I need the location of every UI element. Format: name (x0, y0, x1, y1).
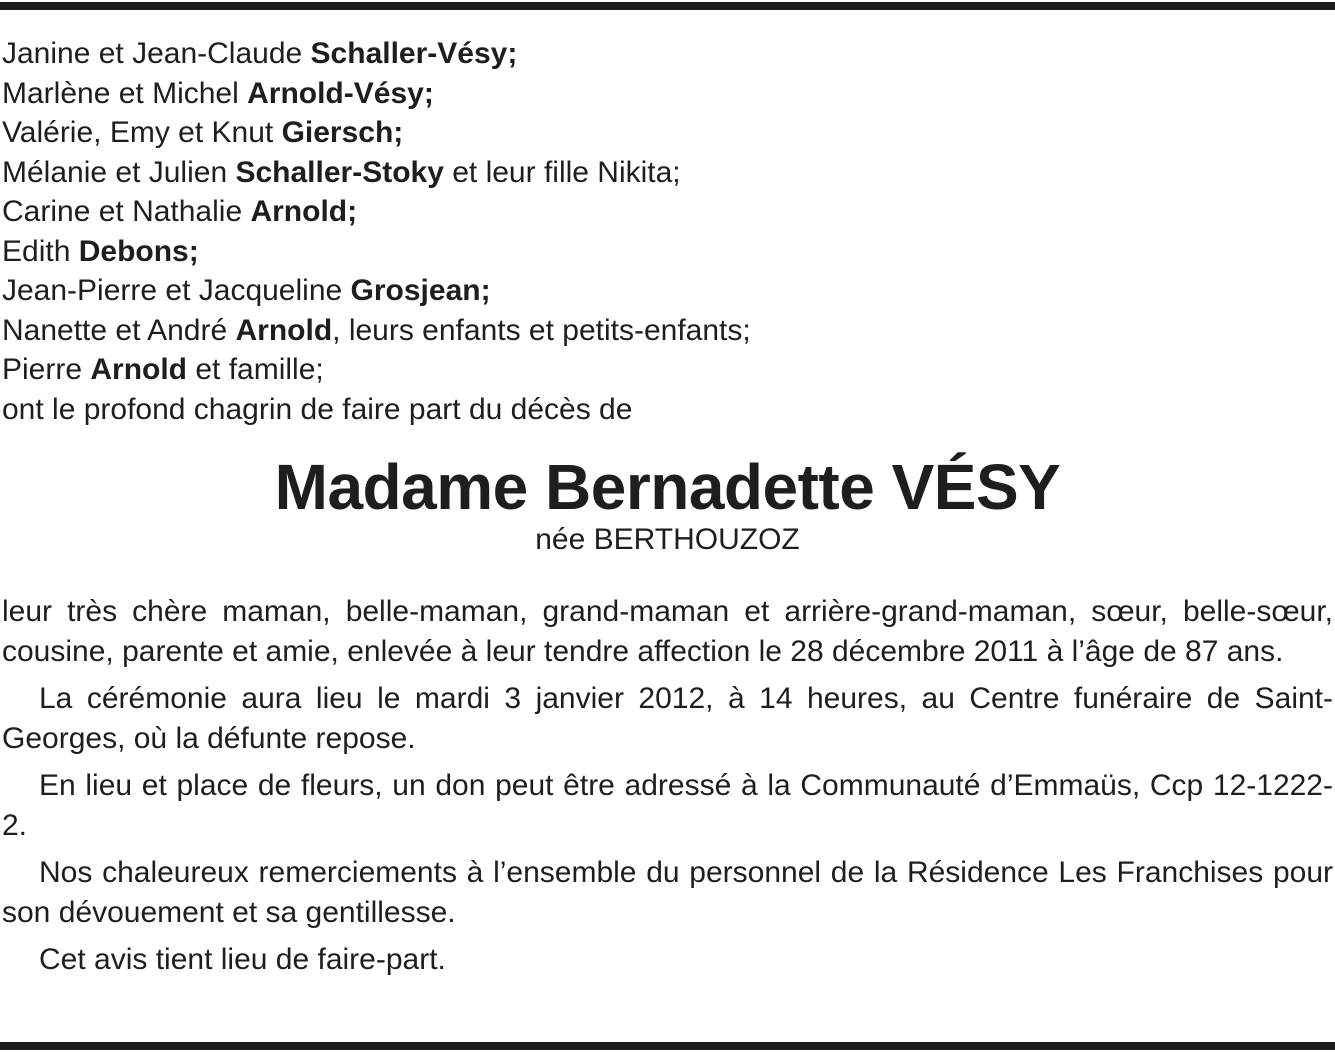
family-surname: Schaller-Vésy; (310, 37, 518, 70)
notice-body (2, 592, 1333, 980)
family-line: Janine et Jean-Claude Schaller-Vésy; (2, 37, 518, 70)
top-rule (0, 2, 1335, 10)
family-line: Jean-Pierre et Jacqueline Grosjean; (2, 274, 491, 307)
thanks-paragraph: Nos chaleureux remerciements à l’ensemble du personnel de la Résidence Les Franchises pour son dévouement et sa gentillesse. (2, 856, 1333, 929)
bottom-rule (0, 1042, 1335, 1050)
deceased-block (0, 448, 1335, 558)
family-line: Pierre Arnold et famille; (2, 353, 324, 386)
family-surname: Schaller-Stoky (235, 155, 444, 189)
family-line: Carine et Nathalie Arnold; (2, 195, 358, 228)
announcement-line: ont le profond chagrin de faire part du décès de (2, 392, 633, 426)
family-surname: Debons; (78, 234, 199, 268)
family-line: Marlène et Michel Arnold-Vésy; (2, 76, 434, 110)
family-surname: Arnold (90, 353, 188, 386)
family-surname: Arnold-Vésy; (247, 76, 434, 110)
ceremony-paragraph: La cérémonie aura lieu le mardi 3 janvier 2012, à 14 heures, au Centre funéraire de Saint-Georges, où la défunte repose. (2, 682, 1333, 755)
family-surname: Giersch; (281, 116, 404, 149)
family-line: Nanette et André Arnold, leurs enfants et petits-enfants; (2, 313, 751, 347)
family-list (2, 34, 1322, 429)
deceased-name: Madame Bernadette VÉSY (274, 451, 1061, 523)
family-line: Edith Debons; (2, 234, 199, 268)
intro-paragraph: leur très chère maman, belle-maman, grand-maman et arrière-grand-maman, sœur, belle-sœur, cousine, parente et amie, enlevée à leur tendre affection le 28 décembre 2011 à l’âge de 87 ans. (2, 595, 1333, 668)
closing-paragraph: Cet avis tient lieu de faire-part. (39, 943, 446, 976)
family-surname: Grosjean; (350, 274, 491, 307)
family-surname: Arnold; (250, 195, 358, 228)
family-line: Valérie, Emy et Knut Giersch; (2, 116, 404, 149)
family-line: Mélanie et Julien Schaller-Stoky et leur fille Nikita; (2, 155, 681, 189)
birth-name: née BERTHOUZOZ (535, 523, 800, 556)
donation-paragraph: En lieu et place de fleurs, un don peut être adressé à la Communauté d’Emmaüs, Ccp 12-1222-2. (2, 769, 1333, 842)
family-surname: Arnold (235, 313, 333, 347)
